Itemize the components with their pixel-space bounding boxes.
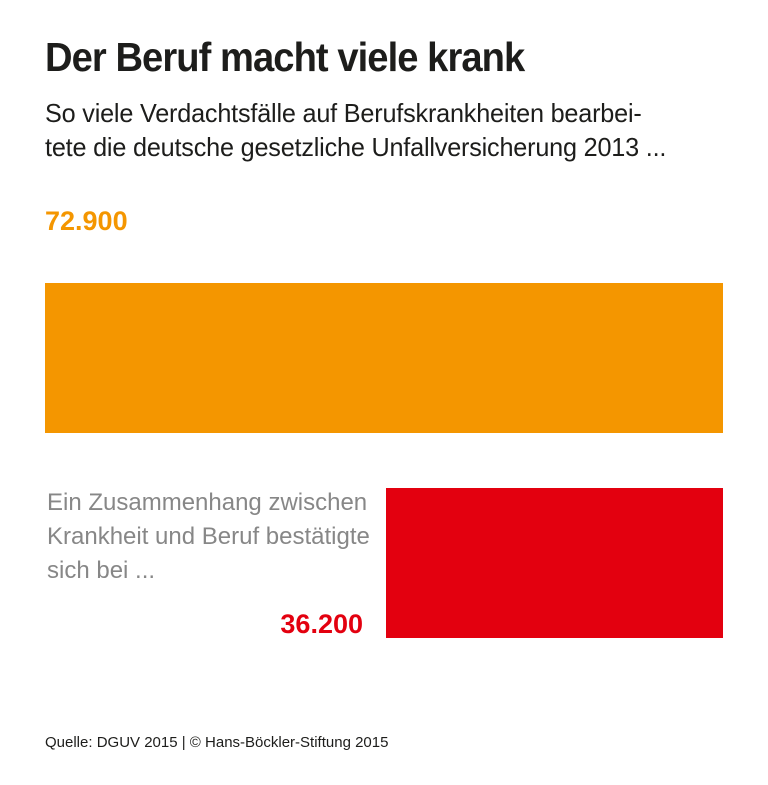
bar-confirmed-cases-fill [386, 488, 723, 638]
annotation-line-3: sich bei ... [47, 557, 156, 584]
bar-value-suspected-cases: 72.900 [45, 206, 128, 236]
subtitle [45, 96, 666, 164]
bar-suspected-cases-fill [45, 283, 723, 433]
subtitle-line-1: So viele Verdachtsfälle auf Berufskrankheiten bearbei- [45, 98, 642, 128]
bar-confirmed-cases [45, 488, 723, 638]
subtitle-line-2: tete die deutsche gesetzliche Unfallversicherung 2013 ... [45, 132, 667, 162]
source-credit: Quelle: DGUV 2015 | © Hans-Böckler-Stiftung 2015 [45, 734, 389, 751]
annotation-line-1: Ein Zusammenhang zwischen [47, 489, 368, 516]
annotation-line-2: Krankheit und Beruf bestätigte [47, 523, 370, 550]
page-title: Der Beruf macht viele krank [45, 34, 525, 80]
bar-value-confirmed-cases: 36.200 [280, 609, 363, 639]
bar-suspected-cases [45, 283, 723, 433]
